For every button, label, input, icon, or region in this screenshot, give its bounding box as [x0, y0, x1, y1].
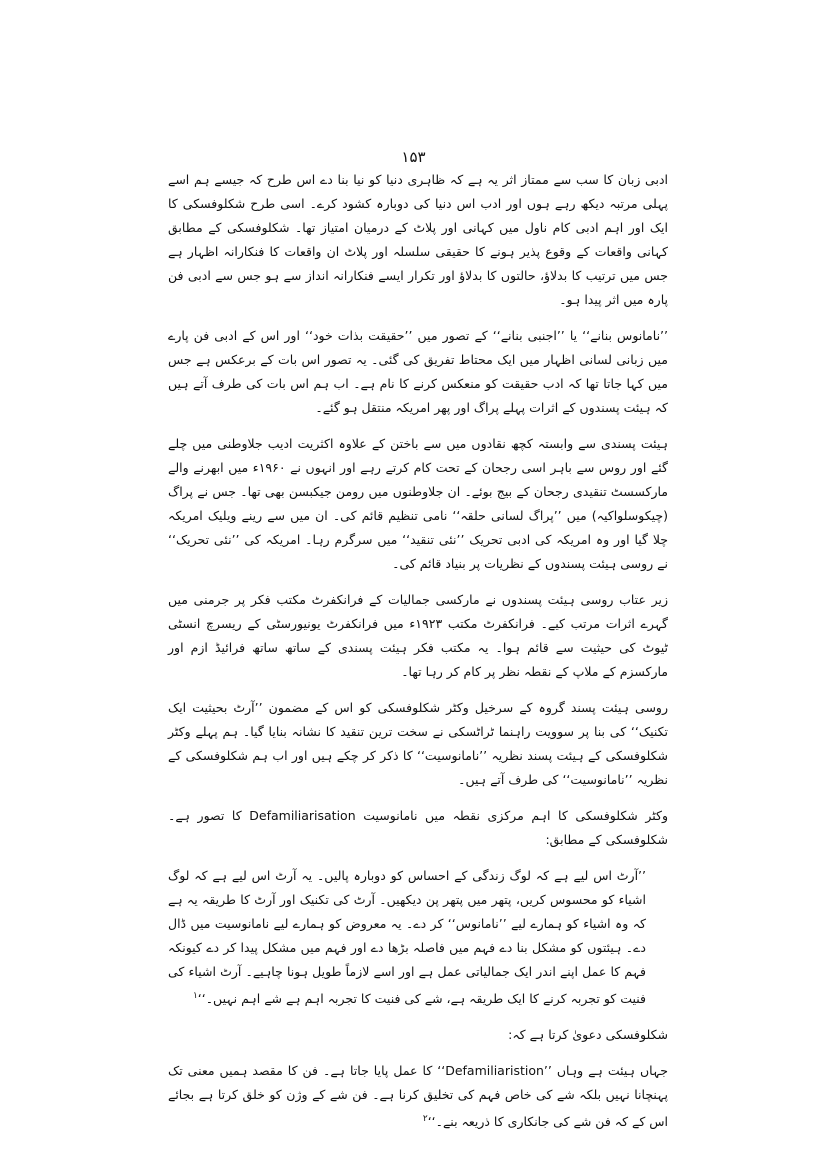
final-paragraph — [168, 1059, 668, 1134]
footnote-ref-1: ۱ — [192, 991, 198, 1001]
page-number: ۱۵۳ — [401, 148, 426, 166]
page-body — [168, 168, 668, 1146]
quote-text: ’’آرٹ اس لیے ہے کہ لوگ زندگی کے احساس کو دوبارہ پالیں۔ یہ آرٹ اس لیے ہے کہ لوگ اشیاء کو محسوس کریں، پتھر میں پتھر پن دیکھیں۔ آرٹ کی تکنیک اور آرٹ کا طریقہ یہ ہے کہ وہ اشیاء کو ہمارے لیے ’’نامانوس‘‘ کر دے۔ یہ معروض کو ہمارے لیے نامانوسیت میں ڈال دے۔ ہیئتوں کو مشکل بنا دے فہم میں فاصلہ بڑھا دے اور فہم میں مشکل پیدا کر دے کیونکہ فہم کا عمل اپنے اندر ایک جمالیاتی عمل ہے اور اسے لازماً طویل ہونا چاہیے۔ آرٹ اشیاء کی فنیت کو تجربہ کرنے کا ایک طریقہ ہے، شے کی فنیت کا تجربہ اہم ہے شے اہم نہیں۔‘‘ — [168, 868, 646, 1007]
paragraph-5: روسی ہیئت پسند گروہ کے سرخیل وکٹر شکلوفسکی کو اس کے مضمون ’’آرٹ بحیثیت ایک تکنیک‘‘ کی بنا پر سوویت راہنما ٹراٹسکی نے سخت ترین تنقید کا نشانہ بنایا گیا۔ ہم پہلے وکٹر شکلوفسکی کے ہیئت پسند نظریہ ’’نامانوسیت‘‘ کا ذکر کر چکے ہیں اور اب ہم شکلوفسکی کے نظریہ ’’نامانوسیت‘‘ کی طرف آتے ہیں۔ — [168, 700, 668, 787]
paragraph-2: ’’نامانوس بنانے‘‘ یا ’’اجنبی بنانے‘‘ کے تصور میں ’’حقیقت بذات خود‘‘ اور اس کے ادبی فن پارے میں زبانی لسانی اظہار میں ایک محتاط تفریق کی گئی۔ یہ تصور اس بات کے برعکس ہے جس میں کہا جاتا تھا کہ ادب حقیقت کو منعکس کرنے کا نام ہے۔ اب ہم اس بات کی طرف آتے ہیں کہ ہیئت پسندوں کے اثرات پہلے پراگ اور پھر امریکہ منتقل ہو گئے۔ — [168, 328, 668, 415]
intro-line: وکٹر شکلوفسکی کا اہم مرکزی نقطہ میں نامانوسیت Defamiliarisation کا تصور ہے۔ شکلوفسکی کے مطابق: — [168, 808, 669, 847]
claim-line: شکلوفسکی دعویٰ کرتا ہے کہ: — [508, 1027, 668, 1043]
paragraph-3: ہیئت پسندی سے وابستہ کچھ نقادوں میں سے باختن کے علاوہ اکثریت ادیب جلاوطنی میں چلے گئے اور روس سے باہر اسی رجحان کے تحت کام کرتے رہے اور انہوں نے ۱۹۶۰ء میں ابھرنے والے مارکسسٹ تنقیدی رجحان کے بیج بوئے۔ ان جلاوطنوں میں رومن جیکبسن بھی تھا۔ جس نے پراگ (چیکوسلواکیہ) میں ’’پراگ لسانی حلقہ‘‘ نامی تنظیم قائم کی۔ ان میں سے رینے ویلیک امریکہ چلا گیا اور وہ امریکہ کی ادبی تحریک ’’نئی تنقید‘‘ میں سرگرم رہا۔ امریکہ کی ’’نئی تحریک‘‘ نے روسی ہیئت پسندوں کے نظریات پر بنیاد قائم کی۔ — [168, 436, 668, 571]
paragraph-1: ادبی زبان کا سب سے ممتاز اثر یہ ہے کہ ظاہری دنیا کو نیا بنا دے اس طرح کہ جیسے ہم اسے پہلی مرتبہ دیکھ رہے ہوں اور ادب اس دنیا کی دوبارہ کشود کرے۔ اسی طرح شکلوفسکی کا ایک اور اہم ادبی کام ناول میں کہانی اور پلاٹ کے درمیان امتیاز تھا۔ شکلوفسکی کے مطابق کہانی واقعات کے وقوع پذیر ہونے کا حقیقی سلسلہ اور پلاٹ ان واقعات کا فنکارانہ اظہار ہے جس میں ترتیب کا بدلاؤ، حالتوں کا بدلاؤ اور تکرار ایسے فنکارانہ انداز سے ہو جس سے ادبی فن پارہ میں اثر پیدا ہو۔ — [168, 172, 668, 307]
paragraph-4: زیر عتاب روسی ہیئت پسندوں نے مارکسی جمالیات کے فرانکفرٹ مکتب فکر پر جرمنی میں گہرے اثرات مرتب کیے۔ فرانکفرٹ مکتب ۱۹۲۳ء میں فرانکفرٹ یونیورسٹی کے ریسرچ انسٹی ٹیوٹ کی حیثیت سے قائم ہوا۔ یہ مکتب فکر ہیئت پسندی کے ساتھ ساتھ فرائیڈ ازم اور مارکسزم کے ملاپ کے نقطہ نظر پر کام کر رہا تھا۔ — [168, 592, 668, 679]
block-quote — [168, 864, 646, 1011]
footnote-ref-2: ۲ — [422, 1114, 428, 1125]
final-text: جہاں ہیئت ہے وہاں ’’Defamiliaristion‘‘ کا عمل پایا جاتا ہے۔ فن کا مقصد ہمیں معنی تک پہنچانا نہیں بلکہ شے کی خاص فہم کی تخلیق کرنا ہے۔ فن شے کے وژن کو خلق کرتا ہے بجائے اس کے کہ فن شے کی جانکاری کا ذریعہ بنے۔‘‘ — [168, 1063, 668, 1130]
